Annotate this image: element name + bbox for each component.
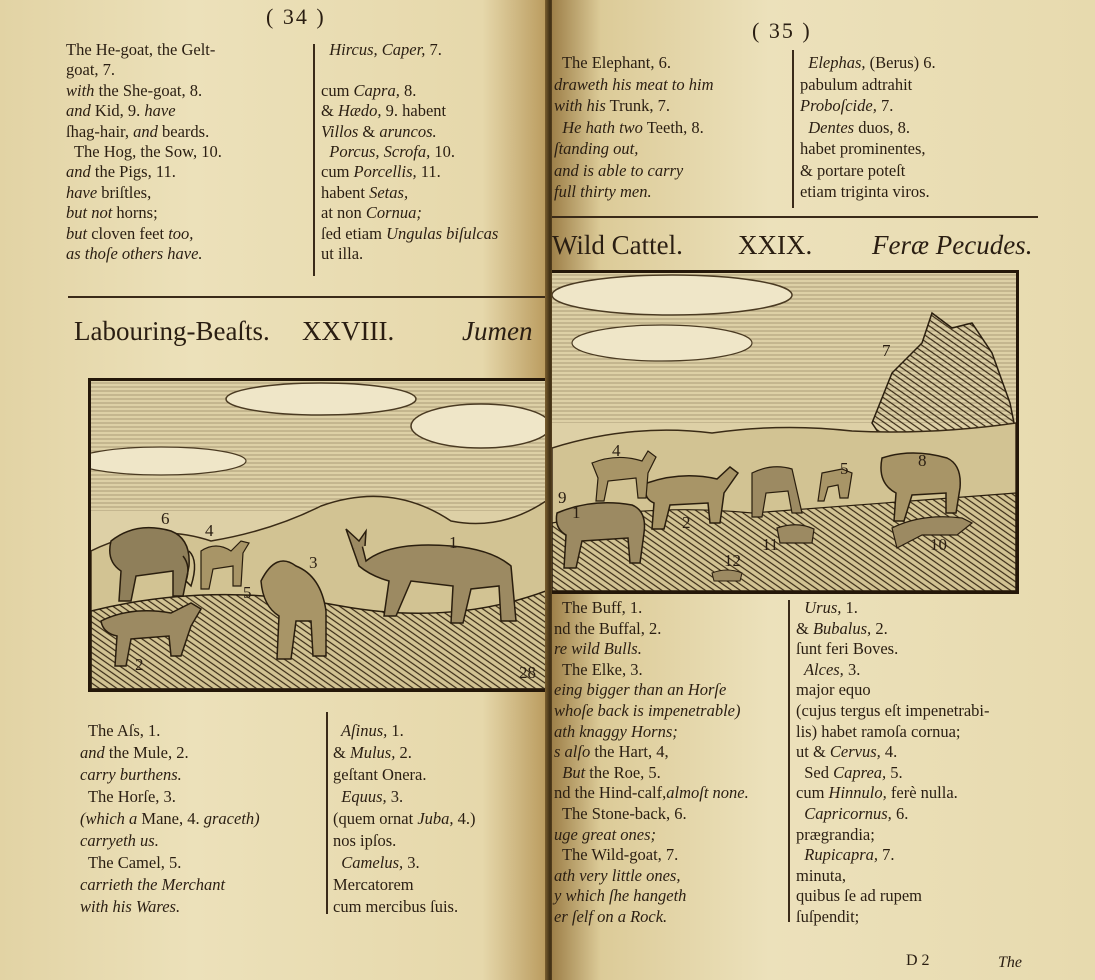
roman-text: cum (321, 80, 354, 100)
roman-text: 9. habent (381, 101, 447, 121)
roman-text: cloven feet (87, 223, 169, 243)
left-bottom-english (80, 720, 260, 918)
roman-text: nd the Buffal, 2. (554, 618, 662, 638)
text-line (321, 224, 498, 244)
text-line (796, 804, 990, 825)
italic-text: and (80, 743, 105, 762)
roman-text: The Horſe, 3. (80, 787, 176, 806)
italic-text: almoſt none. (666, 783, 749, 803)
text-line (66, 244, 222, 264)
right-fig-label-11: 11 (762, 535, 779, 554)
roman-text: 7. (876, 96, 894, 115)
text-line (796, 886, 990, 907)
italic-text: aruncos. (379, 121, 437, 141)
right-catchword: The (998, 954, 1022, 971)
italic-text: Juba, (417, 809, 454, 828)
text-line (554, 660, 749, 681)
text-line (796, 742, 990, 763)
text-line (66, 122, 222, 142)
italic-text: Cornua; (365, 203, 422, 223)
roman-text: cum (321, 162, 354, 182)
right-fig-label-8: 8 (918, 451, 927, 470)
text-line (796, 660, 990, 681)
roman-text: The Wild-goat, 7. (554, 845, 679, 865)
italic-text: whoſe back is impenetrable) (554, 700, 741, 720)
text-line (80, 742, 260, 764)
text-line (796, 722, 990, 743)
roman-text: (quem ornat (333, 809, 418, 828)
roman-text: 3. (386, 787, 404, 806)
italic-text: Setas, (369, 182, 409, 202)
roman-text: & (358, 121, 380, 141)
roman-text: 5. (886, 762, 903, 782)
roman-text: Trunk, 7. (605, 96, 671, 115)
text-line (554, 763, 749, 784)
italic-text: and (133, 121, 158, 141)
roman-text: minuta, (796, 865, 846, 885)
roman-text: ſuſpendit; (796, 906, 860, 926)
text-line (321, 101, 498, 121)
text-line (66, 60, 222, 80)
italic-text: full thirty men. (554, 182, 652, 201)
right-heading-english: Wild Cattel. (552, 230, 683, 260)
text-line (321, 122, 498, 142)
right-signature-mark: D 2 (906, 952, 930, 969)
italic-text: Proboſcide, (800, 96, 877, 115)
text-line (554, 886, 749, 907)
text-line (80, 896, 260, 918)
italic-text: Ungulas biſulcas (386, 223, 499, 243)
text-line (333, 764, 476, 786)
italic-text: Alces, (796, 659, 844, 679)
roman-text: prægrandia; (796, 824, 875, 844)
text-line (80, 764, 260, 786)
text-line (800, 95, 936, 117)
roman-text: 4. (880, 742, 898, 762)
text-line (333, 808, 476, 830)
roman-text: The Hog, the Sow, 10. (66, 141, 222, 161)
text-line (333, 742, 476, 764)
roman-text: 7. (878, 845, 895, 865)
italic-text: Porcus, Scrofa, (321, 141, 431, 161)
roman-text: 3. (403, 853, 420, 872)
roman-text: beards. (157, 121, 210, 141)
text-line (796, 783, 990, 804)
text-line (796, 825, 990, 846)
roman-text: 2. (871, 618, 888, 638)
roman-text: quibus ſe ad rupem (796, 886, 923, 906)
text-line (800, 138, 936, 160)
text-line (554, 907, 749, 928)
italic-text: Hinnulo, (828, 783, 887, 803)
text-line (66, 224, 222, 244)
text-line (800, 160, 936, 182)
roman-text: The Stone-back, 6. (554, 803, 687, 823)
roman-text: etiam triginta viros. (800, 182, 930, 201)
roman-text: the Mule, 2. (104, 743, 189, 762)
text-line (554, 701, 749, 722)
text-line (554, 598, 749, 619)
roman-text: Mercatorem (333, 875, 414, 894)
roman-text: briſtles, (97, 182, 152, 202)
text-line (554, 52, 714, 74)
italic-text: have (66, 182, 98, 202)
italic-text: and (66, 101, 91, 121)
italic-text: carryeth us. (80, 831, 159, 850)
text-line (796, 598, 990, 619)
italic-text: and (66, 162, 91, 182)
text-line (66, 81, 222, 101)
text-line (321, 244, 498, 264)
text-line (554, 160, 714, 182)
text-line (321, 203, 498, 223)
italic-text: but not (66, 203, 113, 223)
roman-text: the She-goat, 8. (94, 80, 203, 100)
text-line (554, 95, 714, 117)
italic-text: carrieth the Merchant (80, 875, 226, 894)
left-heading-english: Labouring-Beaſts. (74, 316, 270, 346)
roman-text: 6. (891, 803, 909, 823)
left-top-english (66, 40, 222, 264)
right-section-heading (552, 230, 1092, 264)
text-line (554, 845, 749, 866)
left-figure-number: 28 (519, 663, 536, 682)
text-line (554, 825, 749, 846)
italic-text: draweth his meat to him (554, 74, 714, 94)
text-line (554, 866, 749, 887)
right-fig-label-7: 7 (882, 341, 891, 360)
italic-text: Urus, (796, 598, 842, 617)
italic-text: er ſelf on a Rock. (554, 906, 668, 926)
text-line (554, 619, 749, 640)
roman-text: Sed (796, 762, 834, 782)
text-line (796, 680, 990, 701)
italic-text: ath knaggy Horns; (554, 721, 678, 741)
text-line (554, 74, 714, 96)
italic-text: uge great ones; (554, 824, 657, 844)
roman-text: duos, 8. (854, 117, 910, 137)
text-line (66, 101, 222, 121)
text-line (321, 183, 498, 203)
roman-text: 4.) (453, 809, 476, 828)
roman-text: at non (321, 203, 366, 223)
italic-text: with (66, 80, 95, 100)
roman-text: The Aſs, 1. (80, 721, 161, 740)
right-fig-label-10: 10 (930, 535, 947, 554)
right-fig-label-1: 1 (572, 503, 581, 522)
right-page-number: ( 35 ) (752, 18, 812, 43)
text-line (796, 845, 990, 866)
text-line (80, 874, 260, 896)
text-line (80, 830, 260, 852)
roman-text: lis) habet ramoſa cornua; (796, 721, 961, 741)
italic-text: but (66, 223, 88, 243)
roman-text: the Roe, 5. (585, 762, 661, 782)
roman-text: nd the Hind-calf, (554, 783, 667, 803)
roman-text: cum (796, 783, 829, 803)
text-line (333, 874, 476, 896)
left-heading-numeral: XXVIII. (302, 316, 395, 346)
left-bottom-column-rule (326, 712, 328, 914)
text-line (554, 742, 749, 763)
italic-text: with his (554, 96, 606, 115)
text-line (796, 639, 990, 660)
italic-text: (which a (80, 809, 138, 828)
text-line (554, 680, 749, 701)
roman-text: 10. (430, 141, 455, 161)
text-line (554, 783, 749, 804)
right-fig-label-5: 5 (840, 459, 849, 478)
right-bottom-latin (796, 598, 990, 928)
text-line (321, 81, 498, 101)
roman-text: ſed etiam (321, 223, 387, 243)
text-line (796, 763, 990, 784)
text-line (66, 162, 222, 182)
text-line (796, 701, 990, 722)
right-top-english (554, 52, 714, 203)
roman-text: cum mercibus ſuis. (333, 897, 459, 916)
roman-text: & (796, 618, 813, 638)
text-line (321, 40, 498, 60)
text-line (800, 52, 936, 74)
roman-text: 8. (399, 80, 417, 100)
text-line (800, 74, 936, 96)
right-top-latin (800, 52, 936, 203)
text-line (554, 138, 714, 160)
left-top-latin (321, 40, 498, 264)
roman-text: 1. (841, 598, 858, 617)
text-line (80, 808, 260, 830)
left-woodcut-illustration (88, 378, 548, 692)
italic-text: Cervus, (829, 742, 881, 762)
roman-text: The Camel, 5. (80, 853, 182, 872)
roman-text: The He-goat, the Gelt- (66, 40, 216, 59)
roman-text: The Elke, 3. (554, 659, 643, 679)
left-section-heading (74, 316, 548, 350)
text-line (554, 804, 749, 825)
text-line (333, 896, 476, 918)
left-fig-label-2: 2 (135, 655, 144, 674)
roman-text: ſhag-hair, (66, 121, 134, 141)
left-fig-label-5: 5 (243, 583, 252, 602)
roman-text: nos ipſos. (333, 831, 397, 850)
text-line (800, 181, 936, 203)
roman-text: (cujus tergus eſt impenetrabi- (796, 700, 990, 720)
text-line (554, 181, 714, 203)
left-heading-latin: Jumen (462, 316, 533, 346)
roman-text: geſtant Onera. (333, 765, 427, 784)
text-line (796, 907, 990, 928)
text-line (554, 722, 749, 743)
text-line (80, 852, 260, 874)
text-line (66, 203, 222, 223)
left-page-number: ( 34 ) (266, 4, 326, 29)
italic-text: Capricornus, (796, 803, 892, 823)
left-bottom-latin (333, 720, 476, 918)
right-heading-numeral: XXIX. (738, 230, 813, 260)
roman-text: major equo (796, 680, 871, 700)
italic-text: have (144, 101, 176, 121)
italic-text: Hircus, Caper, (321, 40, 426, 59)
italic-text: He hath two (554, 117, 643, 137)
roman-text: The Buff, 1. (554, 598, 643, 617)
roman-text: 11. (416, 162, 441, 182)
roman-text: ferè nulla. (886, 783, 958, 803)
roman-text: ut illa. (321, 243, 364, 263)
roman-text: ut & (796, 742, 830, 762)
roman-text: pabulum adtrahit (800, 74, 913, 94)
roman-text: habent (321, 182, 370, 202)
right-fig-label-12: 12 (724, 551, 741, 570)
italic-text: Elephas, (800, 53, 866, 72)
roman-text: 7. (425, 40, 442, 59)
roman-text: (Berus) 6. (865, 53, 936, 72)
italic-text: too, (168, 223, 194, 243)
italic-text: But (554, 762, 586, 782)
left-fig-label-4: 4 (205, 521, 214, 540)
roman-text: Mane, 4. (137, 809, 204, 828)
right-bottom-english (554, 598, 749, 928)
roman-text: ſunt feri Boves. (796, 639, 899, 659)
text-line (333, 852, 476, 874)
right-fig-label-4: 4 (612, 441, 621, 460)
text-line (796, 619, 990, 640)
text-line (796, 866, 990, 887)
roman-text: & (333, 743, 350, 762)
italic-text: graceth) (203, 809, 260, 828)
roman-text: 1. (387, 721, 404, 740)
italic-text: with his Wares. (80, 897, 181, 916)
text-line (333, 830, 476, 852)
italic-text: Aſinus, (333, 721, 388, 740)
italic-text: Caprea, (833, 762, 887, 782)
roman-text: & portare poteſt (800, 160, 906, 180)
text-line (80, 720, 260, 742)
roman-text: The Elephant, 6. (554, 53, 671, 72)
left-fig-label-3: 3 (309, 553, 318, 572)
right-top-column-rule (792, 50, 794, 208)
right-page (552, 0, 1095, 980)
roman-text: horns; (112, 203, 158, 223)
roman-text: goat, 7. (66, 60, 116, 80)
left-fig-label-6: 6 (161, 509, 170, 528)
italic-text: Dentes (800, 117, 855, 137)
text-line (554, 117, 714, 139)
italic-text: eing bigger than an Horſe (554, 680, 727, 700)
roman-text: the Pigs, 11. (90, 162, 176, 182)
italic-text: Camelus, (333, 853, 404, 872)
italic-text: as thoſe others have. (66, 243, 203, 263)
italic-text: Capra, (353, 80, 400, 100)
roman-text: Kid, 9. (90, 101, 145, 121)
italic-text: Hædo, (337, 101, 382, 121)
right-woodcut-illustration (552, 270, 1019, 594)
italic-text: carry burthens. (80, 765, 182, 784)
italic-text: s alſo (554, 742, 591, 762)
italic-text: re wild Bulls. (554, 639, 642, 659)
italic-text: Porcellis, (353, 162, 417, 182)
text-line (80, 786, 260, 808)
roman-text: 3. (843, 659, 861, 679)
text-line (66, 142, 222, 162)
left-fig-label-1: 1 (449, 533, 458, 552)
text-line (333, 786, 476, 808)
italic-text: Equus, (333, 787, 387, 806)
right-bottom-column-rule (788, 600, 790, 922)
text-line (554, 639, 749, 660)
left-top-column-rule (313, 44, 315, 276)
italic-text: ſtanding out, (554, 139, 639, 158)
left-heading-rule (68, 296, 548, 298)
right-heading-rule (552, 216, 1038, 218)
text-line (321, 142, 498, 162)
text-line (66, 183, 222, 203)
labouring-beasts-engraving (91, 381, 546, 689)
italic-text: Villos (321, 121, 359, 141)
roman-text: the Hart, 4, (590, 742, 669, 762)
roman-text: 2. (395, 743, 412, 762)
right-fig-label-2: 2 (682, 513, 691, 532)
right-heading-latin: Feræ Pecudes. (872, 230, 1033, 260)
text-line (66, 40, 222, 60)
italic-text: ath very little ones, (554, 865, 681, 885)
text-line (333, 720, 476, 742)
roman-text: habet prominentes, (800, 139, 926, 158)
italic-text: y which ſhe hangeth (554, 886, 687, 906)
text-line (321, 162, 498, 182)
italic-text: Mulus, (349, 743, 396, 762)
text-line (321, 60, 498, 80)
roman-text: Teeth, 8. (642, 117, 704, 137)
right-fig-label-9: 9 (558, 488, 567, 507)
italic-text: Rupicapra, (796, 845, 879, 865)
text-line (800, 117, 936, 139)
italic-text: Bubalus, (812, 618, 872, 638)
roman-text: & (321, 101, 338, 121)
italic-text: and is able to carry (554, 160, 684, 180)
